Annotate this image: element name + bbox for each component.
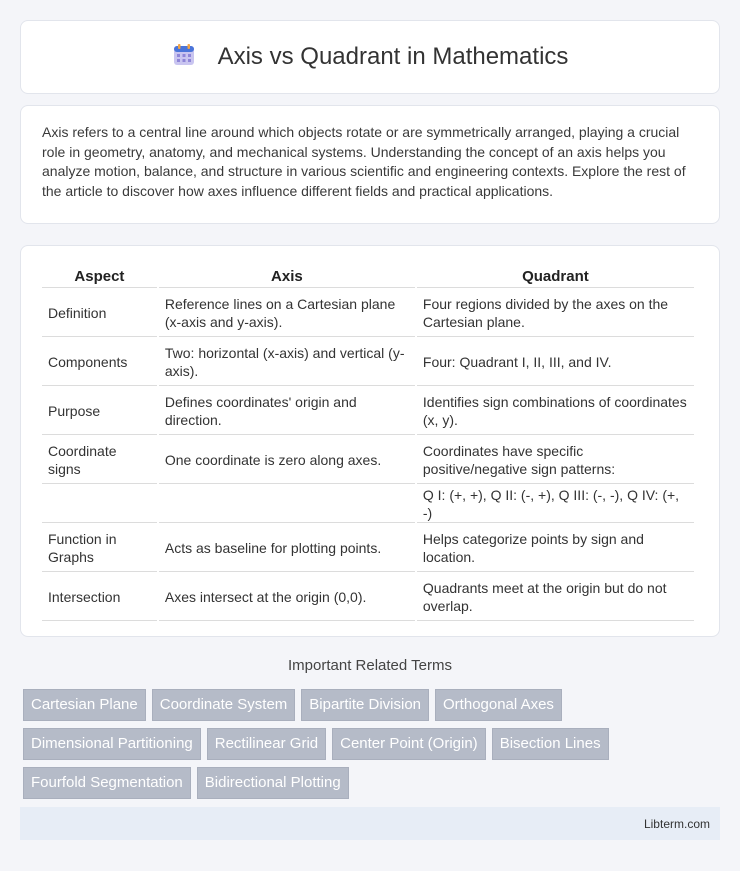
table-row	[42, 388, 694, 435]
table-cell: Acts as baseline for plotting points.	[159, 525, 415, 572]
table-cell: Purpose	[42, 388, 157, 435]
term-tag[interactable]: Bidirectional Plotting	[197, 767, 349, 799]
table-cell: Coordinates have specific positive/negative sign patterns:	[417, 437, 694, 484]
header-quadrant: Quadrant	[417, 266, 694, 288]
table-cell: Helps categorize points by sign and location.	[417, 525, 694, 572]
table-cell: Definition	[42, 290, 157, 337]
term-tag[interactable]: Orthogonal Axes	[435, 689, 562, 721]
table-row	[42, 574, 694, 621]
table-row	[42, 437, 694, 484]
table-cell: Q I: (+, +), Q II: (-, +), Q III: (-, -), Q IV: (+, -)	[417, 486, 694, 523]
term-tag[interactable]: Center Point (Origin)	[332, 728, 486, 760]
table-cell: Axes intersect at the origin (0,0).	[159, 574, 415, 621]
related-terms-title: Important Related Terms	[288, 657, 452, 674]
table-cell: Coordinate signs	[42, 437, 157, 484]
table-cell: Four: Quadrant I, II, III, and IV.	[417, 339, 694, 386]
term-tag[interactable]: Cartesian Plane	[23, 689, 146, 721]
table-cell: Intersection	[42, 574, 157, 621]
table-row	[42, 486, 694, 523]
calendar-icon	[172, 43, 196, 67]
term-tag[interactable]: Dimensional Partitioning	[23, 728, 201, 760]
table-cell: Components	[42, 339, 157, 386]
table-cell: Reference lines on a Cartesian plane (x-axis and y-axis).	[159, 290, 415, 337]
title-card	[20, 20, 720, 94]
table-row	[42, 339, 694, 386]
term-tag[interactable]: Rectilinear Grid	[207, 728, 326, 760]
table-cell: Four regions divided by the axes on the Cartesian plane.	[417, 290, 694, 337]
table-cell: One coordinate is zero along axes.	[159, 437, 415, 484]
term-tag[interactable]: Fourfold Segmentation	[23, 767, 191, 799]
term-tag[interactable]: Bisection Lines	[492, 728, 609, 760]
table-cell	[42, 486, 157, 523]
table-row	[42, 525, 694, 572]
table-cell: Defines coordinates' origin and direction.	[159, 388, 415, 435]
intro-text: Axis refers to a central line around which objects rotate or are symmetrically arranged, playing a crucial role in geometry, anatomy, and mechanical systems. Understanding the concept of an axis helps you analyze motion, balance, and structure in various scientific and engineering contexts. Explore the rest of the article to discover how axes influence different fields and practical applications.	[42, 124, 686, 199]
comparison-table	[40, 264, 696, 623]
footer	[20, 807, 720, 840]
table-header-row	[42, 266, 694, 288]
intro-card	[20, 105, 720, 224]
comparison-card	[20, 245, 720, 637]
table-cell: Quadrants meet at the origin but do not overlap.	[417, 574, 694, 621]
table-row	[42, 290, 694, 337]
term-tag[interactable]: Bipartite Division	[301, 689, 429, 721]
term-tag[interactable]: Coordinate System	[152, 689, 296, 721]
related-terms-list	[23, 689, 723, 806]
header-axis: Axis	[159, 266, 415, 288]
footer-site-link[interactable]: Libterm.com	[643, 816, 710, 831]
page-title: Axis vs Quadrant in Mathematics	[217, 43, 569, 70]
table-cell	[159, 486, 415, 523]
table-cell: Identifies sign combinations of coordinates (x, y).	[417, 388, 694, 435]
table-cell: Function in Graphs	[42, 525, 157, 572]
table-cell: Two: horizontal (x-axis) and vertical (y-axis).	[159, 339, 415, 386]
header-aspect: Aspect	[42, 266, 157, 288]
